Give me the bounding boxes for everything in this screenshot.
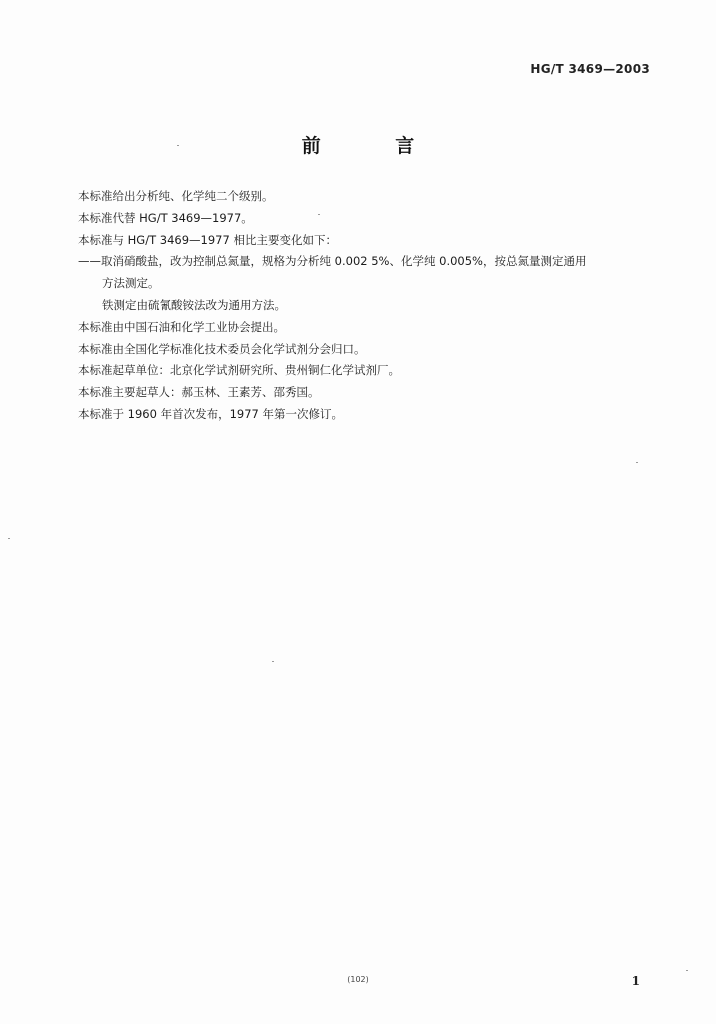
footer-note: (102) bbox=[347, 975, 369, 984]
preface-line: 本标准于 1960 年首次发布，1977 年第一次修订。 bbox=[78, 406, 343, 421]
preface-line: 本标准代替 HG/T 3469—1977。 bbox=[78, 210, 253, 225]
preface-line: 本标准起草单位：北京化学试剂研究所、贵州铜仁化学试剂厂。 bbox=[78, 363, 400, 378]
scan-speck bbox=[318, 214, 320, 215]
scan-speck bbox=[686, 970, 688, 971]
preface-line: 本标准由全国化学标准化技术委员会化学试剂分会归口。 bbox=[78, 341, 366, 356]
scan-speck bbox=[177, 145, 179, 146]
preface-line: 本标准由中国石油和化学工业协会提出。 bbox=[78, 319, 285, 334]
standard-code-header: HG/T 3469—2003 bbox=[530, 62, 650, 76]
preface-body bbox=[78, 186, 658, 426]
change-item: ——取消硝酸盐，改为控制总氮量，规格为分析纯 0.002 5%、化学纯 0.005%，按总氮量测定通用 bbox=[78, 254, 587, 269]
preface-line: 本标准主要起草人：郝玉林、王素芳、邵秀国。 bbox=[78, 385, 320, 400]
preface-title: 前 言 bbox=[301, 135, 449, 157]
scan-speck bbox=[636, 462, 638, 463]
page-number: 1 bbox=[631, 974, 640, 988]
scan-speck bbox=[8, 538, 10, 539]
preface-line: 本标准给出分析纯、化学纯二个级别。 bbox=[78, 189, 274, 203]
change-item: 铁测定由硫氰酸铵法改为通用方法。 bbox=[102, 297, 286, 312]
preface-line: 本标准与 HG/T 3469—1977 相比主要变化如下： bbox=[78, 232, 337, 247]
scan-speck bbox=[272, 661, 274, 662]
change-item-continuation: 方法测定。 bbox=[102, 276, 160, 291]
